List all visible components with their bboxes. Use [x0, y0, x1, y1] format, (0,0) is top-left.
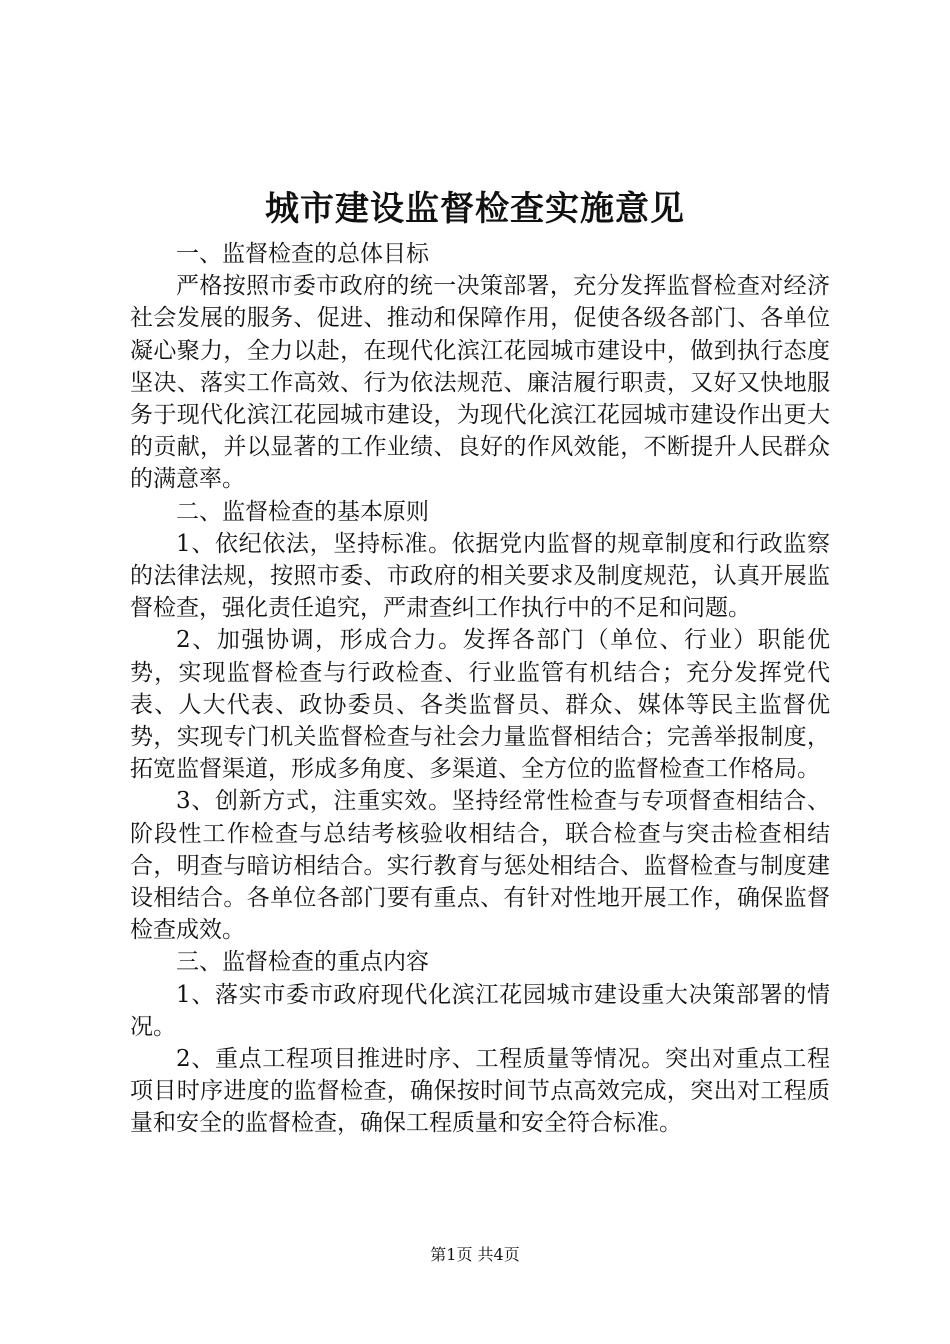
paragraph-2: 1、依纪依法，坚持标准。依据党内监督的规章制度和行政监察的法律法规，按照市委、市政府的相关要求及制度规范，认真开展监督检查，强化责任追究，严肃查纠工作执行中的不足和问题。 [130, 530, 830, 622]
paragraph-5: 1、落实市委市政府现代化滨江花园城市建设重大决策部署的情况。 [130, 981, 830, 1040]
section-heading-1: 一、监督检查的总体目标 [176, 241, 429, 267]
section-heading-2: 二、监督检查的基本原则 [176, 498, 429, 525]
page-title: 城市建设监督检查实施意见 [265, 189, 685, 229]
paragraph-1: 严格按照市委市政府的统一决策部署，充分发挥监督检查对经济社会发展的服务、促进、推动和保障作用，促使各级各部门、各单位凝心聚力，全力以赴，在现代化滨江花园城市建设中，做到执行态度坚决、落实工作高效、行为依法规范、廉洁履行职责，又好又快地服务于现代化滨江花园城市建设，为现代化滨江花园城市建设作出更大的贡献，并以显著的工作业绩、良好的作风效能，不断提升人民群众的满意率。 [130, 273, 830, 493]
paragraph-3: 2、加强协调，形成合力。发挥各部门（单位、行业）职能优势，实现监督检查与行政检查、行业监管有机结合；充分发挥党代表、人大代表、政协委员、各类监督员、群众、媒体等民主监督优势，实现专门机关监督检查与社会力量监督相结合；完善举报制度，拓宽监督渠道，形成多角度、多渠道、全方位的监督检查工作格局。 [130, 627, 830, 783]
page-number-footer: 第1页 共4页 [430, 1245, 520, 1264]
paragraph-4: 3、创新方式，注重实效。坚持经常性检查与专项督查相结合、阶段性工作检查与总结考核验收相结合，联合检查与突击检查相结合，明查与暗访相结合。实行教育与惩处相结合、监督检查与制度建设相结合。各单位各部门要有重点、有针对性地开展工作，确保监督检查成效。 [130, 788, 830, 944]
document-body [130, 238, 830, 1140]
section-heading-3: 三、监督检查的重点内容 [176, 949, 429, 976]
paragraph-6: 2、重点工程项目推进时序、工程质量等情况。突出对重点工程项目时序进度的监督检查，确保按时间节点高效完成，突出对工程质量和安全的监督检查，确保工程质量和安全符合标准。 [130, 1046, 830, 1137]
